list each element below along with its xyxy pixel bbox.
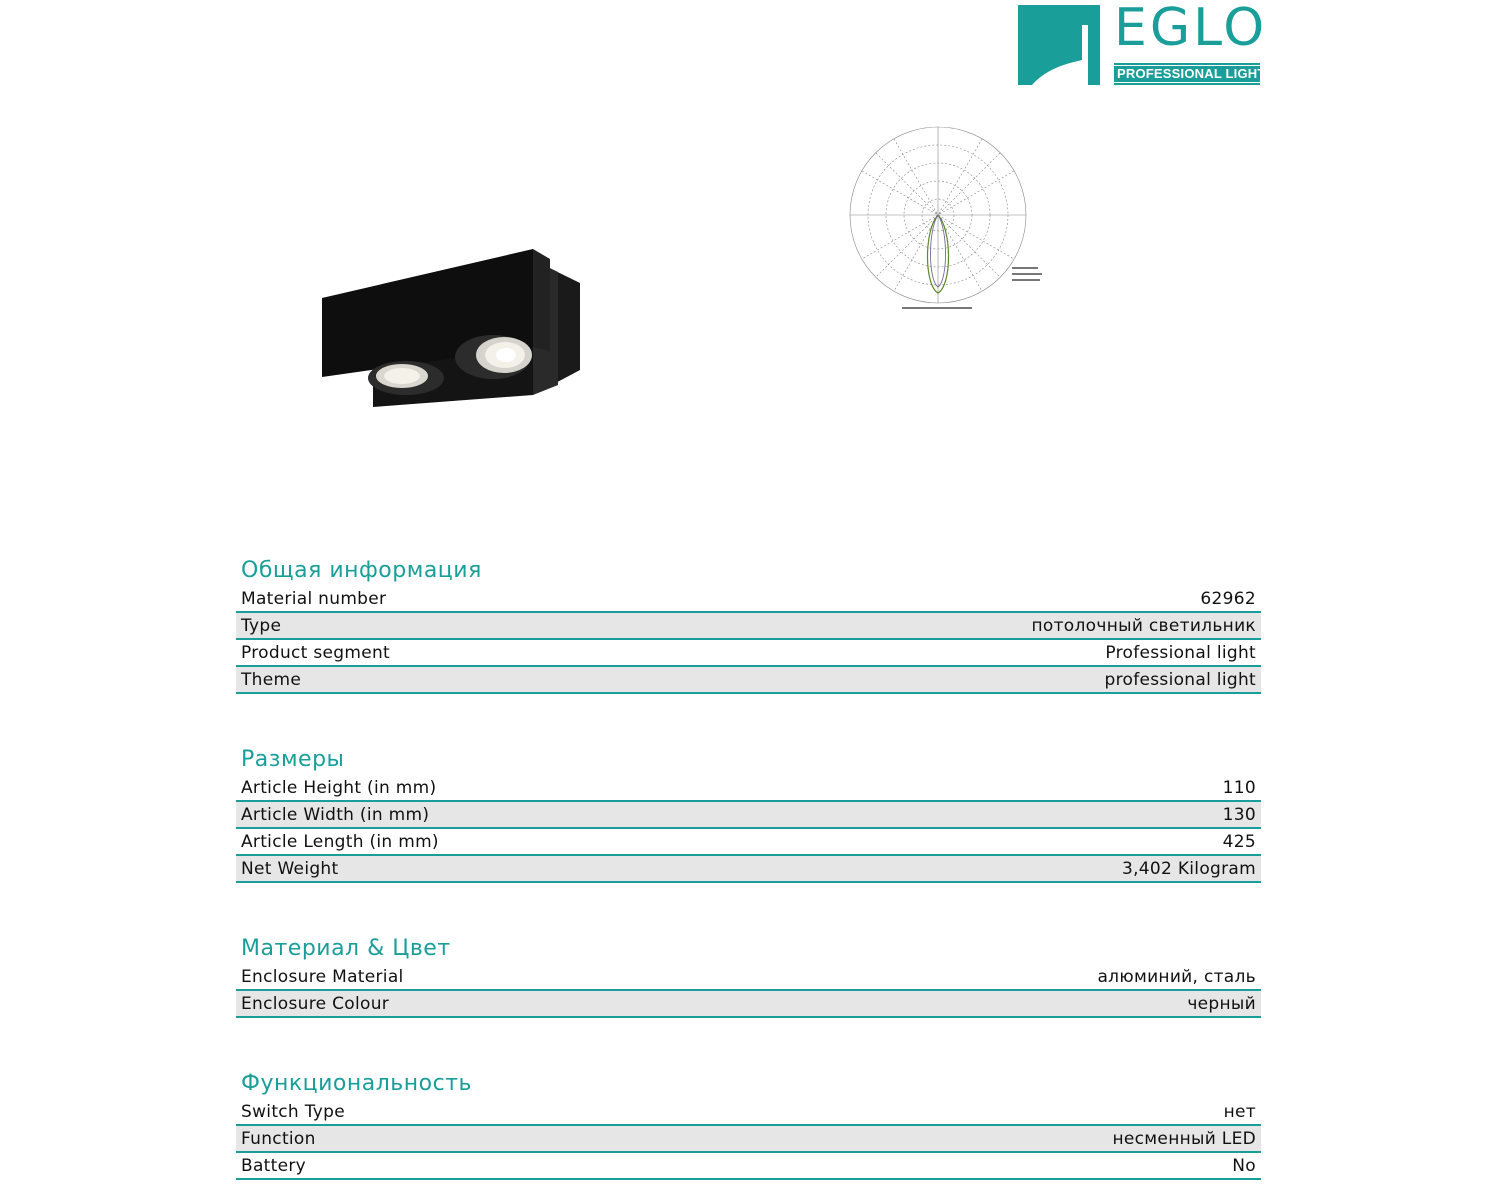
product-image xyxy=(318,245,580,410)
row-value: No xyxy=(1232,1155,1256,1176)
row-label: Article Height (in mm) xyxy=(241,777,437,798)
logo-tagline-box xyxy=(1114,63,1266,85)
eglo-logo xyxy=(1018,0,1268,87)
row-label: Product segment xyxy=(241,642,391,663)
table-row xyxy=(236,964,1261,991)
row-value: professional light xyxy=(1104,669,1256,690)
row-value: нет xyxy=(1223,1101,1256,1122)
row-label: Material number xyxy=(241,588,387,609)
row-value: 110 xyxy=(1222,777,1256,798)
table-row xyxy=(236,829,1261,856)
row-label: Net Weight xyxy=(241,858,339,879)
row-label: Switch Type xyxy=(241,1101,345,1122)
row-label: Battery xyxy=(241,1155,307,1176)
light-distribution-diagram xyxy=(842,125,1042,315)
section-title: Размеры xyxy=(241,747,345,772)
row-label: Enclosure Material xyxy=(241,966,404,987)
row-value: черный xyxy=(1187,993,1256,1014)
table-row xyxy=(236,586,1261,613)
table-row xyxy=(236,856,1261,883)
row-value: 62962 xyxy=(1200,588,1256,609)
section-functionality xyxy=(236,1069,1261,1180)
row-label: Article Width (in mm) xyxy=(241,804,430,825)
table-row xyxy=(236,775,1261,802)
row-value: алюминий, сталь xyxy=(1097,966,1256,987)
table-row xyxy=(236,1099,1261,1126)
table-row xyxy=(236,1153,1261,1180)
row-value: Professional light xyxy=(1105,642,1256,663)
row-value: несменный LED xyxy=(1112,1128,1256,1149)
table-row xyxy=(236,802,1261,829)
row-value: 425 xyxy=(1222,831,1256,852)
row-value: 130 xyxy=(1222,804,1256,825)
table-row xyxy=(236,613,1261,640)
row-label: Theme xyxy=(241,669,302,690)
row-value: 3,402 Kilogram xyxy=(1121,858,1256,879)
section-title: Материал & Цвет xyxy=(241,936,451,961)
row-label: Type xyxy=(241,615,282,636)
logo-brand: EGLO xyxy=(1114,0,1268,58)
eglo-logo-mark xyxy=(1018,5,1100,85)
table-row xyxy=(236,667,1261,694)
row-value: потолочный светильник xyxy=(1031,615,1256,636)
section-title: Функциональность xyxy=(241,1071,472,1096)
section-dimensions xyxy=(236,745,1261,883)
table-row xyxy=(236,1126,1261,1153)
row-label: Enclosure Colour xyxy=(241,993,390,1014)
row-label: Function xyxy=(241,1128,316,1149)
section-material-colour xyxy=(236,934,1261,1018)
logo-tagline: PROFESSIONAL LIGHT xyxy=(1114,66,1260,82)
row-label: Article Length (in mm) xyxy=(241,831,439,852)
section-general-info xyxy=(236,556,1261,694)
table-row xyxy=(236,991,1261,1018)
section-title: Общая информация xyxy=(241,558,482,583)
table-row xyxy=(236,640,1261,667)
